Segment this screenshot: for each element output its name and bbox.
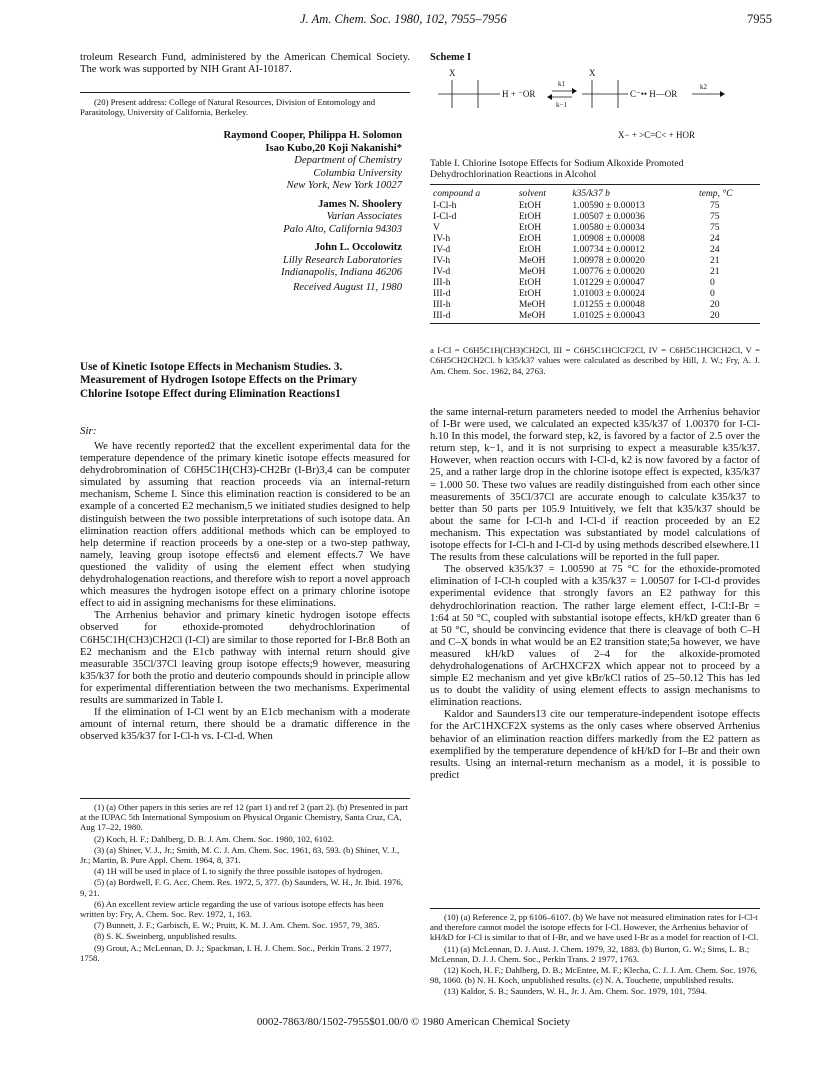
scheme-diagram bbox=[430, 62, 760, 152]
arrow-head bbox=[547, 94, 552, 100]
table-wrapper bbox=[430, 184, 760, 324]
article-title: Use of Kinetic Isotope Effects in Mechanism Studies. 3. Measurement of Hydrogen Isotope Effects on the Primary Chlorine Isotope Effect during Elimination Reactions1 bbox=[80, 361, 358, 400]
temp-cell: 21 bbox=[709, 255, 720, 266]
products: X− + >C=C< + HOR bbox=[618, 130, 695, 140]
footnote: (11) (a) McLennan, D. J. Aust. J. Chem. 1979, 32, 1883. (b) Burton, G. W.; Sims, L. B.; McLennan, D. J. J. Chem. Soc., Perkin Trans. 2 1977, 1763. bbox=[430, 943, 750, 964]
solvent-cell: EtOH bbox=[518, 244, 542, 255]
solvent-cell: EtOH bbox=[518, 233, 542, 244]
temp-cell: 0 bbox=[709, 277, 715, 288]
solvent-cell: MeOH bbox=[518, 266, 546, 277]
footnote: (3) (a) Shiner, V. J., Jr.; Smith, M. C. J. Am. Chem. Soc. 1961, 83, 593. (b) Shiner, V. J., Jr.; Martin, B. Pure Appl. Chem. 1964, 8, 371. bbox=[80, 844, 400, 866]
affiliation-2: Varian Associates Palo Alto, California 94303 bbox=[283, 211, 402, 235]
table-row bbox=[430, 266, 760, 277]
compound-cell: I-Cl-h bbox=[433, 200, 457, 211]
solvent-cell: EtOH bbox=[518, 200, 542, 211]
table-row bbox=[430, 244, 760, 255]
footnote: (7) Bunnett, J. F.; Garbisch, E. W.; Pruitt, K. M. J. Am. Chem. Soc. 1957, 79, 385. bbox=[94, 920, 380, 931]
compound-cell: III-h bbox=[433, 277, 451, 288]
left-footnotes bbox=[80, 802, 410, 964]
intermediate-tail: C⁻•• H—OR bbox=[630, 89, 678, 99]
opening-paragraph: troleum Research Fund, administered by the American Chemical Society. The work was supported by NIH Grant AI-10187. bbox=[80, 52, 410, 76]
solvent-cell: EtOH bbox=[518, 288, 542, 299]
left-body bbox=[80, 441, 410, 743]
k-1-label: k−1 bbox=[556, 101, 567, 109]
col-compound: compound a bbox=[433, 188, 481, 199]
temp-cell: 24 bbox=[709, 233, 720, 244]
table-row bbox=[430, 299, 760, 310]
col-solvent: solvent bbox=[518, 188, 546, 199]
ratio-cell: 1.00580 ± 0.00034 bbox=[572, 222, 645, 233]
body-paragraph-2: The Arrhenius behavior and primary kinetic hydrogen isotope effects observed for ethoxide-promoted dehydrochlorination of C6H5C1H(CH3)CH2Cl (I-Cl) are similar to those reported for I-Br.8 Both an E2 mechanism and the E1cb pathway with internal return should give measurable 35Cl/37Cl leaving group isotope effects;9 however, measuring k35/k37 for both the protio and deuterio compounds should in principle allow for experimental differentiation between the two mechanisms. Experimental results are summarized in Table I. bbox=[80, 610, 410, 706]
author-names-3: John L. Occolowitz bbox=[314, 242, 402, 253]
footnote: (12) Koch, H. F.; Dahlberg, D. B.; McEntee, M. F.; Klecha, C. J. J. Am. Chem. Soc. 1976, 98, 1060. (b) N. H. Koch, unpublished results. (c) N. A. Touchette, unpublished results. bbox=[430, 965, 758, 986]
author-names-1: Raymond Cooper, Philippa H. Solomon Isao Kubo,20 Koji Nakanishi* bbox=[223, 130, 402, 154]
salutation: Sir: bbox=[80, 425, 97, 437]
ratio-cell: 1.01025 ± 0.00043 bbox=[572, 310, 645, 321]
footnote: (2) Koch, H. F.; Dahlberg, D. B. J. Am. Chem. Soc. 1980, 102, 6102. bbox=[94, 833, 334, 844]
footnote-20: (20) Present address: College of Natural Resources, Division of Entomology and Parasitology, University of California, Berkeley. bbox=[80, 97, 376, 118]
body-paragraph-6: Kaldor and Saunders13 cite our temperature-independent isotope effects for the ArC1HXCF2X systems as the only cases where observed Arrhenius behavior of an elimination reaction differs markedly from the E2 pattern as exemplified by the temperature dependence of kH/kD for I–Br and their own results. Using an internal-return mechanism as a model, it is possible to predict bbox=[430, 709, 760, 781]
col-ratio: k35/k37 b bbox=[572, 188, 610, 199]
ratio-cell: 1.00908 ± 0.00008 bbox=[572, 233, 645, 244]
k2-label: k2 bbox=[700, 83, 707, 91]
compound-cell: V bbox=[433, 222, 440, 233]
table-rule bbox=[430, 323, 760, 324]
isotope-table bbox=[430, 187, 760, 321]
arrow-head bbox=[720, 91, 725, 97]
footnote: (4) 1H will be used in place of L to signify the three possible isotopes of hydrogen. bbox=[94, 866, 383, 877]
temp-cell: 75 bbox=[709, 200, 720, 211]
table-row bbox=[430, 222, 760, 233]
temp-cell: 20 bbox=[709, 310, 720, 321]
footnote: (10) (a) Reference 2, pp 6106–6107. (b) We have not measured elimination rates for I-Cl-t and therefore cannot model the isotope effects for I-Cl. However, the Arrhenius behavior of kH/kD for I-Cl is similar to that of I-Br, and we have used I-Br as a model for reaction of I-Cl. bbox=[430, 912, 759, 943]
compound-cell: IV-h bbox=[433, 233, 451, 244]
solvent-cell: EtOH bbox=[518, 277, 542, 288]
temp-cell: 24 bbox=[709, 244, 720, 255]
left-column-top bbox=[80, 52, 410, 76]
body-paragraph-5: The observed k35/k37 = 1.00590 at 75 °C for the ethoxide-promoted elimination of I-Cl-h coupled with a k35/k37 = 1.00507 for I-Cl-d provides experimental evidence that strongly favors an E2 pathway for this dehydrochlorination reaction. The rather large element effect, I-Cl:I-Br = 1:64 at 50 °C, coupled with substantial isotope effects, kH/kD greater than 6 at 50 °C, should be convincing evidence that there is cleavage of both C–H and C–X bonds in what would be an E2 transition state;5a however, we have measured kH/kD values of 2–4 for the alkoxide-promoted dehydrohalogenations of ArCHXCF2X which appear not to proceed by a simple E2 mechanism and yet give kBr/kCl ratios of 25–50.12 This has led us to doubt the validity of using element effects to assign mechanisms to elimination reactions. bbox=[430, 564, 760, 709]
temp-cell: 21 bbox=[709, 266, 720, 277]
temp-cell: 20 bbox=[709, 299, 720, 310]
x-label: X bbox=[589, 68, 596, 78]
body-paragraph-3: If the elimination of I-Cl went by an E1cb mechanism with a moderate amount of internal return, there should be a dramatic difference in the observed k35/k37 for I-Cl-h vs. I-Cl-d. When bbox=[80, 707, 410, 743]
ratio-cell: 1.00590 ± 0.00013 bbox=[572, 200, 645, 211]
table-header-row bbox=[430, 187, 760, 200]
h-plus-or: H + ⁻OR bbox=[502, 89, 536, 99]
ratio-cell: 1.00776 ± 0.00020 bbox=[572, 266, 645, 277]
table-row bbox=[430, 288, 760, 299]
page-number: 7955 bbox=[747, 12, 772, 26]
table-caption: Table I. Chlorine Isotope Effects for Sodium Alkoxide Promoted Dehydrochlorination Reactions in Alcohol bbox=[430, 158, 684, 180]
affiliation-3: Lilly Research Laboratories Indianapolis, Indiana 46206 bbox=[281, 254, 402, 278]
temp-cell: 75 bbox=[709, 211, 720, 222]
author-names-2: James N. Shoolery bbox=[318, 198, 402, 210]
compound-cell: III-h bbox=[433, 299, 451, 310]
scheme-label: Scheme I bbox=[430, 52, 472, 63]
footnote: (1) (a) Other papers in this series are ref 12 (part 1) and ref 2 (part 2). (b) Presented in part at the IUPAC 5th International Symposium on Physical Organic Chemistry, Santa Cruz, CA, Aug 17–22, 1980. bbox=[80, 802, 408, 833]
affiliation-1: Department of Chemistry Columbia University New York, New York 10027 bbox=[286, 155, 402, 191]
table-row bbox=[430, 233, 760, 244]
footnote: (9) Grout, A.; McLennan, D. J.; Spackman, I. H. J. Chem. Soc., Perkin Trans. 2 1977, 1758. bbox=[80, 942, 392, 963]
compound-cell: III-d bbox=[433, 310, 451, 321]
footnote-divider bbox=[430, 908, 760, 909]
compound-cell: IV-d bbox=[433, 266, 451, 277]
footnote-divider bbox=[80, 798, 410, 799]
right-footnotes bbox=[430, 912, 760, 998]
table-row bbox=[430, 310, 760, 321]
ratio-cell: 1.01003 ± 0.00024 bbox=[572, 288, 645, 299]
right-body bbox=[430, 407, 760, 782]
temp-cell: 75 bbox=[709, 222, 720, 233]
body-paragraph-4: the same internal-return parameters needed to model the Arrhenius behavior of I-Br were used, we calculated an expected k35/k37 of 1.00370 for I-Cl-h.10 In this model, the forward step, k2, is favored by a factor of 2.5 over the return step, k−1, and it is not surprising to expect a measurable k35/k37. However, when reaction occurs with I-Cl-d, k2 is now favored by a factor of 25, and a rather large drop in the chlorine isotope effect is expected, k35/k37 = 1.000 50. These two values are readily distinguished from each other since measurements of 35Cl/37Cl are accurate enough to calculate k35/k37 to better than 50 parts per 105.9 Intuitively, we felt that k35/k37 should be about the same for I-Cl-h and I-Cl-d if reaction proceeded by an E2 mechanism. This expectation was substantiated by model calculations of isotope effects for I-Cl-h and I-Cl-d by using methods described elsewhere.11 The results from these calculations will be reported in the full paper. bbox=[430, 407, 760, 564]
compound-cell: I-Cl-d bbox=[433, 211, 457, 222]
ratio-cell: 1.00978 ± 0.00020 bbox=[572, 255, 645, 266]
col-temp: temp, °C bbox=[698, 188, 733, 199]
k1-label: k1 bbox=[558, 80, 565, 88]
footnote: (13) Kaldor, S. B.; Saunders, W. H., Jr. J. Am. Chem. Soc. 1979, 101, 7594. bbox=[444, 986, 707, 997]
footnote: (8) S. K. Sweinberg, unpublished results. bbox=[94, 931, 237, 942]
ratio-cell: 1.00734 ± 0.00012 bbox=[572, 244, 645, 255]
body-paragraph-1: We have recently reported2 that the excellent experimental data for the temperature dependence of the primary kinetic isotope effects measured for dehydrobromination of C6H5C1H(CH3)-CH2Br (I-Br)3,4 can be computer simulated by assuming that reaction proceeds via an internal-return mechanism, Scheme I. Since this elimination reaction is considered to be an example of a concerted E2 mechanism,5 we initiated studies designed to help distinguish between the two possible interpretations of such isotope data. An elimination reaction offers additional methods which can be employed to help determine if reaction proceeds by a one-step or a two-step pathway, namely, leaving group isotope effects6 and element effects.7 We have questioned the validity of using the element effect when studying dehydrohalogenation reactions, and therefore wish to report a novel approach which measures the hydrogen isotope effect on a primary chlorine isotope effect to aid in assigning mechanisms for these eliminations. bbox=[80, 441, 410, 610]
solvent-cell: MeOH bbox=[518, 255, 546, 266]
divider bbox=[80, 92, 410, 93]
table-rule bbox=[430, 184, 760, 185]
solvent-cell: EtOH bbox=[518, 211, 542, 222]
compound-cell: IV-d bbox=[433, 244, 451, 255]
solvent-cell: MeOH bbox=[518, 310, 546, 321]
solvent-cell: MeOH bbox=[518, 299, 546, 310]
ratio-cell: 1.01255 ± 0.00048 bbox=[572, 299, 645, 310]
ratio-cell: 1.01229 ± 0.00047 bbox=[572, 277, 645, 288]
compound-cell: IV-h bbox=[433, 255, 451, 266]
arrow-head bbox=[572, 88, 577, 94]
footnote: (5) (a) Bordwell, F. G. Acc. Chem. Res. 1972, 5, 377. (b) Saunders, W. H., Jr. Ibid. 1976, 9, 21. bbox=[80, 877, 403, 898]
table-row bbox=[430, 255, 760, 266]
table-note: a I-Cl = C6H5C1H(CH3)CH2Cl, III = C6H5C1HClCF2Cl, IV = C6H5C1HClCH2Cl, V = C6H5CH2CH2Cl. b k35/k37 values were calculated as described by Hill, J. W.; Fry, A. J. Am. Chem. Soc. 1962, 84, 2763. bbox=[430, 345, 760, 376]
page-footer: 0002-7863/80/1502-7955$01.00/0 © 1980 American Chemical Society bbox=[256, 1016, 571, 1028]
compound-cell: III-d bbox=[433, 288, 451, 299]
ratio-cell: 1.00507 ± 0.00036 bbox=[572, 211, 645, 222]
x-label: X bbox=[449, 68, 456, 78]
table-row bbox=[430, 211, 760, 222]
author-block bbox=[80, 130, 402, 294]
footnote: (6) An excellent review article regarding the use of various isotope effects has been written by: Fry, A. Chem. Soc. Rev. 1972, 1, 163. bbox=[80, 898, 384, 920]
received-date: Received August 11, 1980 bbox=[292, 281, 402, 293]
table-row bbox=[430, 277, 760, 288]
table-row bbox=[430, 200, 760, 211]
journal-citation: J. Am. Chem. Soc. 1980, 102, 7955–7956 bbox=[300, 12, 507, 26]
solvent-cell: EtOH bbox=[518, 222, 542, 233]
temp-cell: 0 bbox=[709, 288, 715, 299]
previous-footnote bbox=[80, 97, 410, 118]
